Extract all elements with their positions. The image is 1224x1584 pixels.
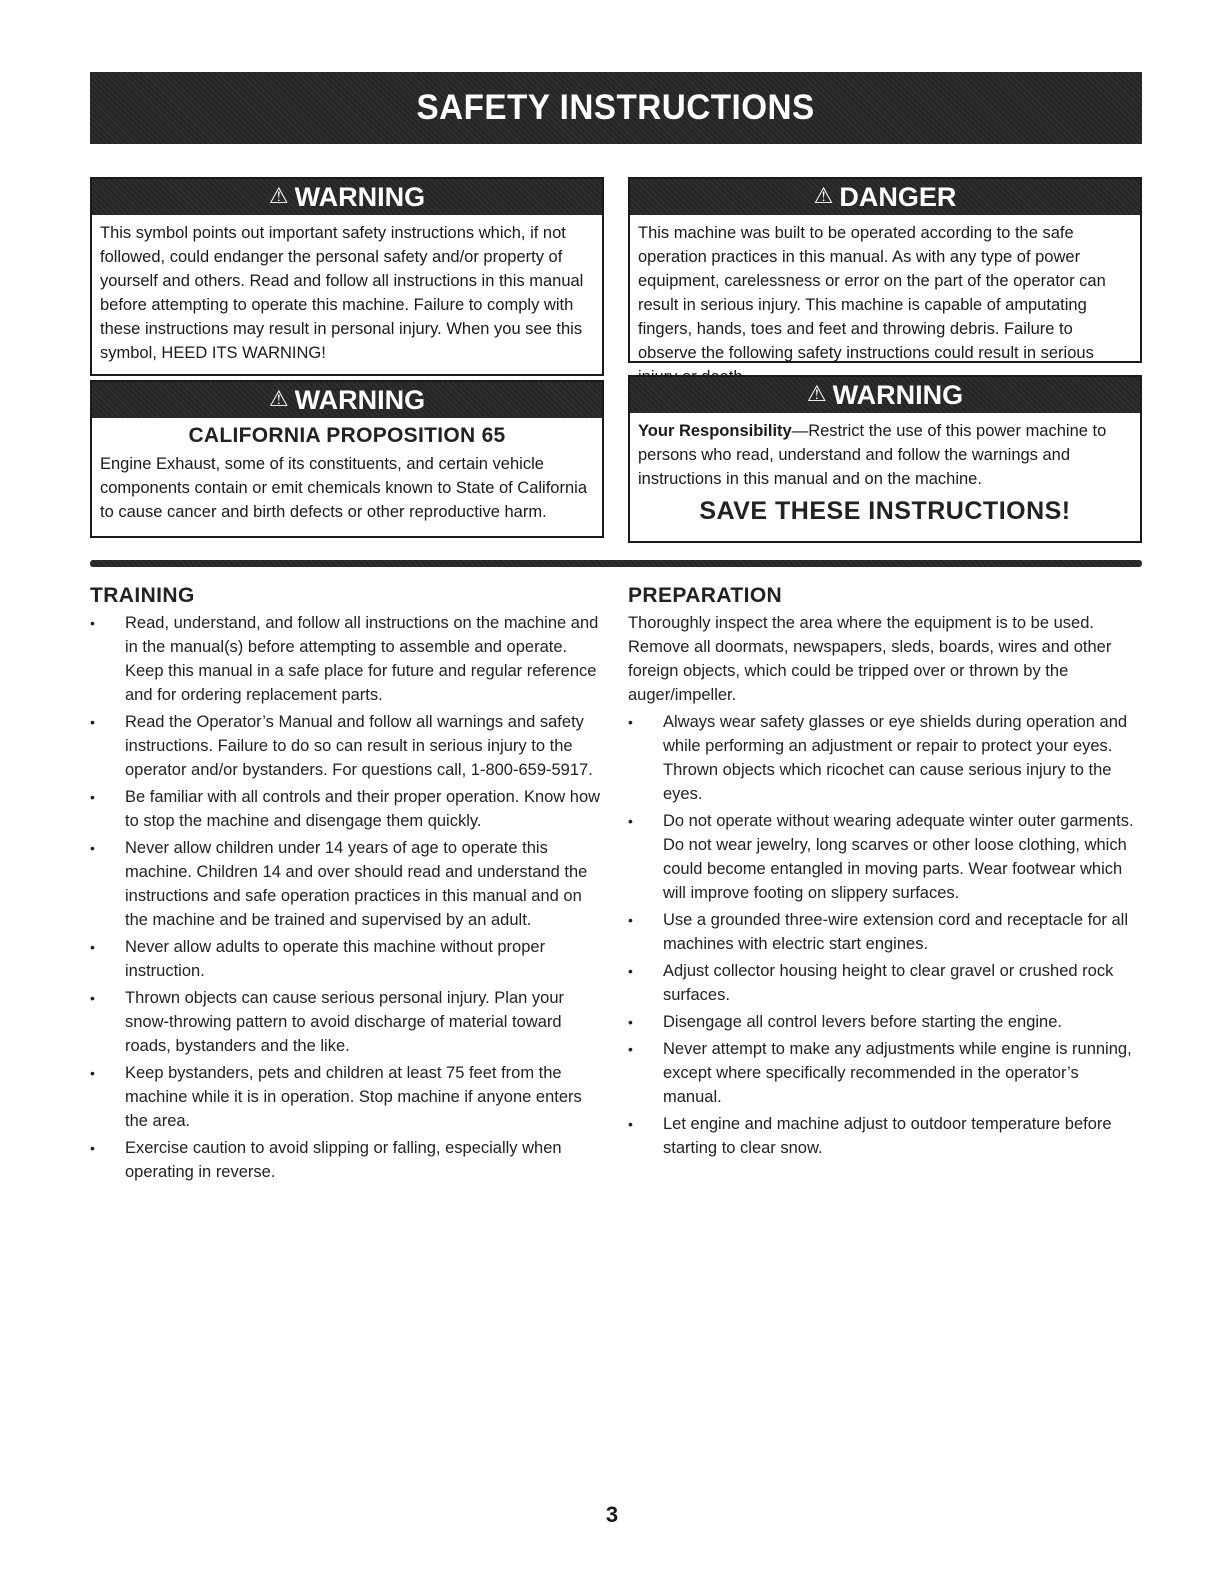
warning-triangle-icon: ⚠ [813, 183, 834, 208]
warning-header-label: WARNING [294, 181, 426, 212]
list-item: • Never allow children under 14 years of age to operate this machine. Children 14 and over should read and understand the instructions and safe operation practices in this manual and on the machine and be trained and supervised by an adult. [90, 836, 604, 932]
warning-triangle-icon: ⚠ [806, 381, 827, 406]
responsibility-label: Your Responsibility [638, 422, 792, 440]
warning-symbol-box [90, 177, 604, 376]
list-item: • Be familiar with all controls and their proper operation. Know how to stop the machine and disengage them quickly. [90, 785, 604, 833]
prop65-title: CALIFORNIA PROPOSITION 65 [188, 424, 506, 447]
list-item: • Never attempt to make any adjustments while engine is running, except where specifically recommended in the operator’s manual. [628, 1037, 1142, 1109]
prop65-warning-box [90, 380, 604, 538]
preparation-intro: Thoroughly inspect the area where the equipment is to be used. Remove all doormats, newspapers, sleds, boards, wires and other foreign objects, which could be tripped over or thrown by the auger/impeller. [628, 614, 1112, 704]
preparation-list [628, 710, 1142, 1160]
list-item: • Adjust collector housing height to clear gravel or crushed rock surfaces. [628, 959, 1142, 1007]
list-item: • Exercise caution to avoid slipping or falling, especially when operating in reverse. [90, 1136, 604, 1184]
warning-triangle-icon: ⚠ [268, 183, 289, 208]
responsibility-text [630, 413, 1140, 491]
prop65-text: Engine Exhaust, some of its constituents, and certain vehicle components contain or emit chemicals known to State of California to cause cancer and birth defects or other reproductive harm. [100, 455, 587, 521]
warning-header-label: WARNING [832, 379, 964, 410]
preparation-heading: PREPARATION [628, 584, 783, 607]
warning-header-label: WARNING [294, 384, 426, 415]
danger-header [630, 179, 1140, 215]
list-item: • Read, understand, and follow all instructions on the machine and in the manual(s) before attempting to assemble and operate. Keep this manual in a safe place for future and regular reference and for ordering replacement parts. [90, 611, 604, 707]
list-item: • Use a grounded three-wire extension cord and receptacle for all machines with electric start engines. [628, 908, 1142, 956]
list-item: • Always wear safety glasses or eye shields during operation and while performing an adjustment or repair to protect your eyes. Thrown objects which ricochet can cause serious injury to the eyes. [628, 710, 1142, 806]
page-title: SAFETY INSTRUCTIONS [416, 88, 816, 127]
danger-text: This machine was built to be operated according to the safe operation practices in this manual. As with any type of power equipment, carelessness or error on the part of the operator can result in serious injury. This machine is capable of amputating fingers, hands, toes and feet and throwing debris. Failure to observe the following safety instructions could result in serious [638, 224, 1106, 362]
preparation-section [628, 584, 1142, 1163]
warning-header [92, 179, 602, 215]
list-item: • Disengage all control levers before starting the engine. [628, 1010, 1142, 1034]
responsibility-body: —Restrict the use of this power machine to persons who read, understand and follow the warnings and instructions in this manual and on the machine. [638, 422, 1107, 488]
responsibility-warning-box [628, 375, 1142, 543]
list-item: • Never allow adults to operate this machine without proper instruction. [90, 935, 604, 983]
page-number: 3 [605, 1502, 619, 1527]
list-item: • Thrown objects can cause serious personal injury. Plan your snow-throwing pattern to avoid discharge of material toward roads, bystanders and the like. [90, 986, 604, 1058]
list-item: • Keep bystanders, pets and children at least 75 feet from the machine while it is in operation. Stop machine if anyone enters the area. [90, 1061, 604, 1133]
list-item: • Do not operate without wearing adequate winter outer garments. Do not wear jewelry, long scarves or other loose clothing, which could become entangled in moving parts. Wear footwear which will improve footing on slippery surfaces. [628, 809, 1142, 905]
danger-header-label: DANGER [839, 181, 957, 212]
list-item: • Let engine and machine adjust to outdoor temperature before starting to clear snow. [628, 1112, 1142, 1160]
save-instructions-title: SAVE THESE INSTRUCTIONS! [699, 497, 1071, 525]
warning-triangle-icon: ⚠ [268, 386, 289, 411]
list-item: • Read the Operator’s Manual and follow all warnings and safety instructions. Failure to do so can result in serious injury to the operator and/or bystanders. For questions call, 1-800-659-5917. [90, 710, 604, 782]
danger-box [628, 177, 1142, 363]
training-list [90, 611, 604, 1184]
section-divider [90, 560, 1142, 567]
warning-header [630, 377, 1140, 413]
training-section [90, 584, 604, 1187]
warning-symbol-text: This symbol points out important safety instructions which, if not followed, could endanger the personal safety and/or property of yourself and others. Read and follow all instructions in this manual before attempting to operate this machine. Failure to comply with these instructions may result in personal injury. When you see this symbol, HEED ITS WARNING! [100, 224, 584, 362]
warning-header [92, 382, 602, 418]
section-banner [90, 72, 1142, 144]
training-heading: TRAINING [90, 584, 195, 607]
